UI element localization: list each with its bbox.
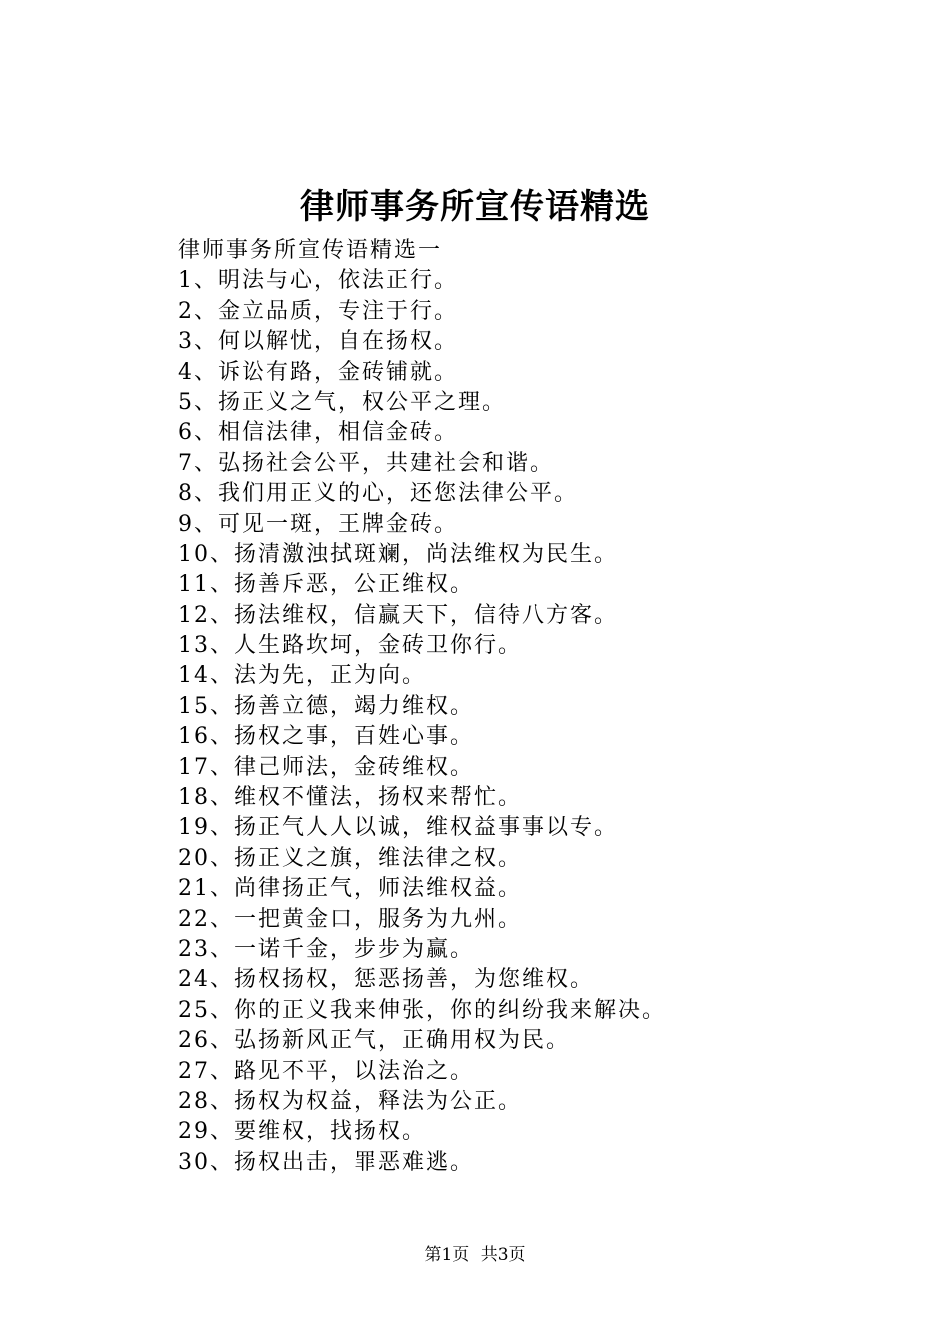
slogan-list xyxy=(178,266,898,1178)
slogan-line: 11、扬善斥恶，公正维权。 xyxy=(178,572,474,598)
slogan-line: 14、法为先，正为向。 xyxy=(178,663,426,689)
page-footer: 第1页 共3页 xyxy=(424,1245,526,1265)
slogan-line: 13、人生路坎坷，金砖卫你行。 xyxy=(178,633,522,659)
section-heading: 律师事务所宣传语精选一 xyxy=(178,238,443,263)
slogan-line: 18、维权不懂法，扬权来帮忙。 xyxy=(178,785,522,811)
slogan-line: 10、扬清激浊拭斑斓，尚法维权为民生。 xyxy=(178,541,618,567)
slogan-line: 30、扬权出击，罪恶难逃。 xyxy=(178,1149,474,1175)
slogan-line: 22、一把黄金口，服务为九州。 xyxy=(178,906,522,932)
slogan-line: 7、弘扬社会公平，共建社会和谐。 xyxy=(178,450,554,476)
slogan-line: 28、扬权为权益，释法为公正。 xyxy=(178,1088,522,1114)
document-body xyxy=(178,236,898,1178)
slogan-line: 21、尚律扬正气，师法维权益。 xyxy=(178,876,522,902)
slogan-line: 24、扬权扬权，惩恶扬善，为您维权。 xyxy=(178,967,594,993)
page-title: 律师事务所宣传语精选 xyxy=(300,187,650,227)
slogan-line: 23、一诺千金，步步为赢。 xyxy=(178,936,474,962)
slogan-line: 1、明法与心，依法正行。 xyxy=(178,268,458,294)
slogan-line: 4、诉讼有路，金砖铺就。 xyxy=(178,359,458,385)
slogan-line: 3、何以解忧，自在扬权。 xyxy=(178,329,458,355)
slogan-line: 19、扬正气人人以诚，维权益事事以专。 xyxy=(178,815,618,841)
slogan-line: 6、相信法律，相信金砖。 xyxy=(178,420,458,446)
slogan-line: 9、可见一斑，王牌金砖。 xyxy=(178,511,458,537)
slogan-line: 8、我们用正义的心，还您法律公平。 xyxy=(178,481,578,507)
slogan-line: 20、扬正义之旗，维法律之权。 xyxy=(178,845,522,871)
slogan-line: 27、路见不平，以法治之。 xyxy=(178,1058,474,1084)
slogan-line: 15、扬善立德，竭力维权。 xyxy=(178,693,474,719)
slogan-line: 25、你的正义我来伸张，你的纠纷我来解决。 xyxy=(178,997,666,1023)
slogan-line: 17、律己师法，金砖维权。 xyxy=(178,754,474,780)
slogan-line: 16、扬权之事，百姓心事。 xyxy=(178,724,474,750)
slogan-line: 26、弘扬新风正气，正确用权为民。 xyxy=(178,1028,570,1054)
slogan-line: 29、要维权，找扬权。 xyxy=(178,1119,426,1145)
slogan-line: 12、扬法维权，信赢天下，信待八方客。 xyxy=(178,602,618,628)
slogan-line: 2、金立品质，专注于行。 xyxy=(178,298,458,324)
slogan-line: 5、扬正义之气，权公平之理。 xyxy=(178,389,506,415)
